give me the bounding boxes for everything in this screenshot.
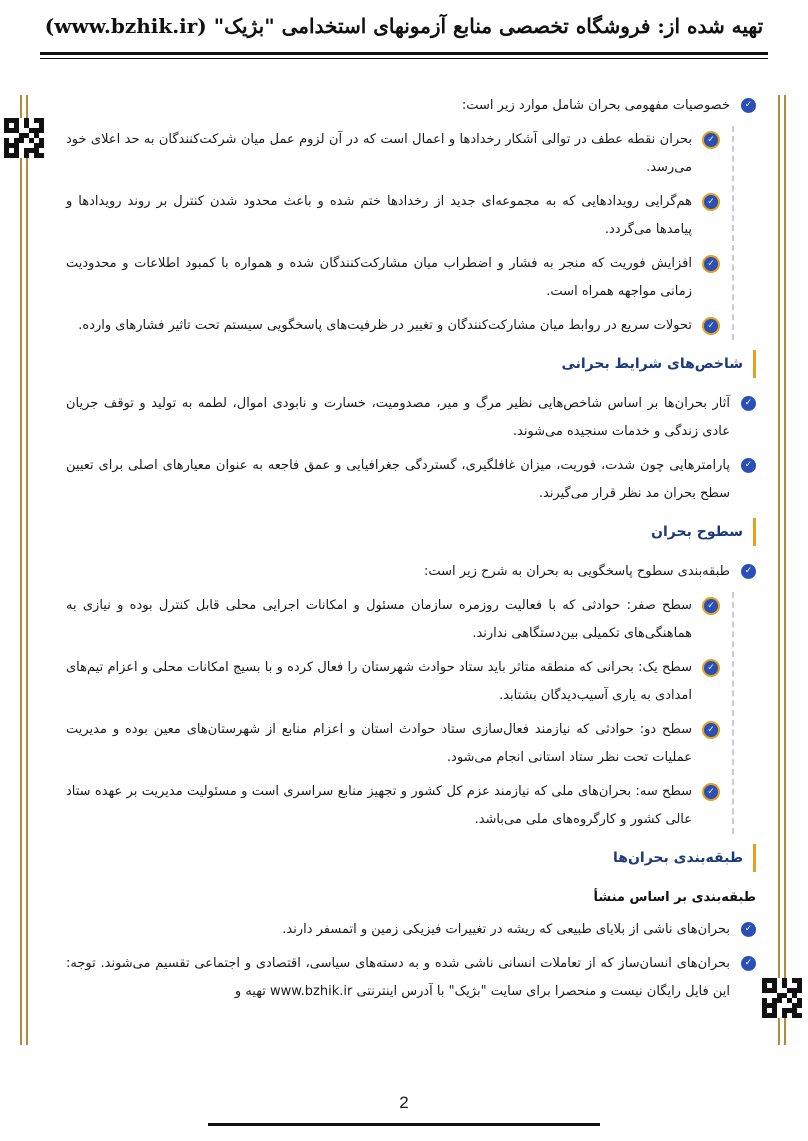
header-rule-thin [40, 58, 768, 59]
item-text: تحولات سریع در روابط میان مشارکت‌کنندگان و تغییر در ظرفیت‌های پاسخگویی سیستم تحت تاثیر فشارهای وارده. [78, 318, 692, 333]
page-content [66, 92, 756, 1012]
check-bullet-icon: ✓ [702, 193, 720, 211]
item-text: هم‌گرایی رویدادهایی که به مجموعه‌ای جدید از رخدادها ختم شده و باعث محدود شدن کنترل بر روند رویدادها و پیامدها می‌گردد. [66, 194, 692, 237]
list-item [66, 188, 720, 244]
header-rule [40, 52, 768, 55]
list-item [66, 654, 720, 710]
section-title-classification: طبقه‌بندی بحران‌ها [66, 844, 756, 872]
left-border-line-inner [26, 95, 28, 1045]
check-bullet-icon: ✓ [741, 564, 756, 579]
list-item [66, 716, 720, 772]
check-bullet-icon: ✓ [702, 317, 720, 335]
item-text: سطح دو: حوادثی که نیازمند فعال‌سازی ستاد حوادث استان و اعزام منابع از شهرستان‌های معین بوده و مدیریت عملیات تحت نظر ستاد استانی انجام می‌شود. [66, 722, 692, 765]
page-header: تهیه شده از: فروشگاه تخصصی منابع آزمونهای استخدامی "بژیک" (www.bzhik.ir) [44, 14, 764, 38]
check-bullet-icon: ✓ [741, 458, 756, 473]
section-title-indicators: شاخص‌های شرایط بحرانی [66, 350, 756, 378]
check-bullet-icon: ✓ [741, 922, 756, 937]
right-border-line [778, 95, 780, 1045]
levels-list [66, 592, 734, 834]
check-bullet-icon: ✓ [702, 597, 720, 615]
section-title-levels: سطوح بحران [66, 518, 756, 546]
features-list [66, 126, 734, 340]
check-bullet-icon: ✓ [702, 721, 720, 739]
check-bullet-icon: ✓ [741, 396, 756, 411]
item-text: پارامترهایی چون شدت، فوریت، میزان غافلگیری، گستردگی جغرافیایی و عمق فاجعه به عنوان معیارهای اصلی برای تعیین سطح بحران مد نظر قرار می‌گیرند. [66, 458, 730, 501]
list-item [66, 312, 720, 340]
item-text: سطح سه: بحران‌های ملی که نیازمند عزم کل کشور و تجهیز منابع سراسری است و مسئولیت مدیریت بر عهده ستاد عالی کشور و کارگروه‌های ملی می‌باشد. [66, 784, 692, 827]
item-text: سطح یک: بحرانی که منطقه متاثر باید ستاد حوادث شهرستان را فعال کرده و با بسیج امکانات محلی و اعزام تیم‌های امدادی به یاری آسیب‌دیدگان بشتابد. [66, 660, 692, 703]
footer-rule [208, 1123, 600, 1126]
list-item [66, 92, 756, 120]
list-item [66, 452, 756, 508]
list-item [66, 778, 720, 834]
list-item [66, 126, 720, 182]
check-bullet-icon: ✓ [702, 783, 720, 801]
list-item [66, 250, 720, 306]
intro-text: خصوصیات مفهومی بحران شامل موارد زیر است: [461, 98, 730, 113]
qr-code-icon [4, 118, 44, 158]
item-text: بحران‌های ناشی از بلایای طبیعی که ریشه در تغییرات فیزیکی زمین و اتمسفر دارند. [282, 922, 730, 937]
item-text: آثار بحران‌ها بر اساس شاخص‌هایی نظیر مرگ و میر، مصدومیت، خسارت و نابودی اموال، لطمه به تولید و توقف جریان عادی زندگی و خدمات سنجیده می‌شوند. [66, 396, 730, 439]
left-border-line [20, 95, 22, 1045]
right-border-line-inner [784, 95, 786, 1045]
item-text: افزایش فوریت که منجر به فشار و اضطراب میان مشارکت‌کنندگان شده و همواره با کمبود اطلاعات و محدودیت زمانی مواجهه همراه است. [66, 256, 692, 299]
list-item [66, 950, 756, 1006]
check-bullet-icon: ✓ [741, 956, 756, 971]
check-bullet-icon: ✓ [702, 131, 720, 149]
item-text: طبقه‌بندی سطوح پاسخگویی به بحران به شرح زیر است: [424, 564, 730, 579]
item-text: سطح صفر: حوادثی که با فعالیت روزمره سازمان مسئول و امکانات اجرایی محلی قابل کنترل بوده و نیازی به هماهنگی‌های تکمیلی بین‌دستگاهی ندارند. [66, 598, 692, 641]
list-item [66, 916, 756, 944]
item-text: بحران نقطه عطف در توالی آشکار رخدادها و اعمال است که در آن لزوم عمل میان شرکت‌کنندگان به حد اعلای خود می‌رسد. [66, 132, 692, 175]
page-number: 2 [399, 1093, 409, 1112]
list-item [66, 592, 720, 648]
list-item [66, 558, 756, 586]
subheading: طبقه‌بندی بر اساس منشأ [593, 890, 756, 905]
check-bullet-icon: ✓ [741, 98, 756, 113]
check-bullet-icon: ✓ [702, 255, 720, 273]
list-item [66, 390, 756, 446]
item-text: بحران‌های انسان‌ساز که از تعاملات انسانی ناشی شده و به دسته‌های سیاسی، اقتصادی و اجتماعی تقسیم می‌شوند. توجه: این فایل رایگان نیست و منحصرا برای سایت "بژیک" با آدرس اینترنتی www.bzhik.ir تهیه و [66, 956, 730, 999]
check-bullet-icon: ✓ [702, 659, 720, 677]
qr-code-icon [762, 978, 802, 1018]
